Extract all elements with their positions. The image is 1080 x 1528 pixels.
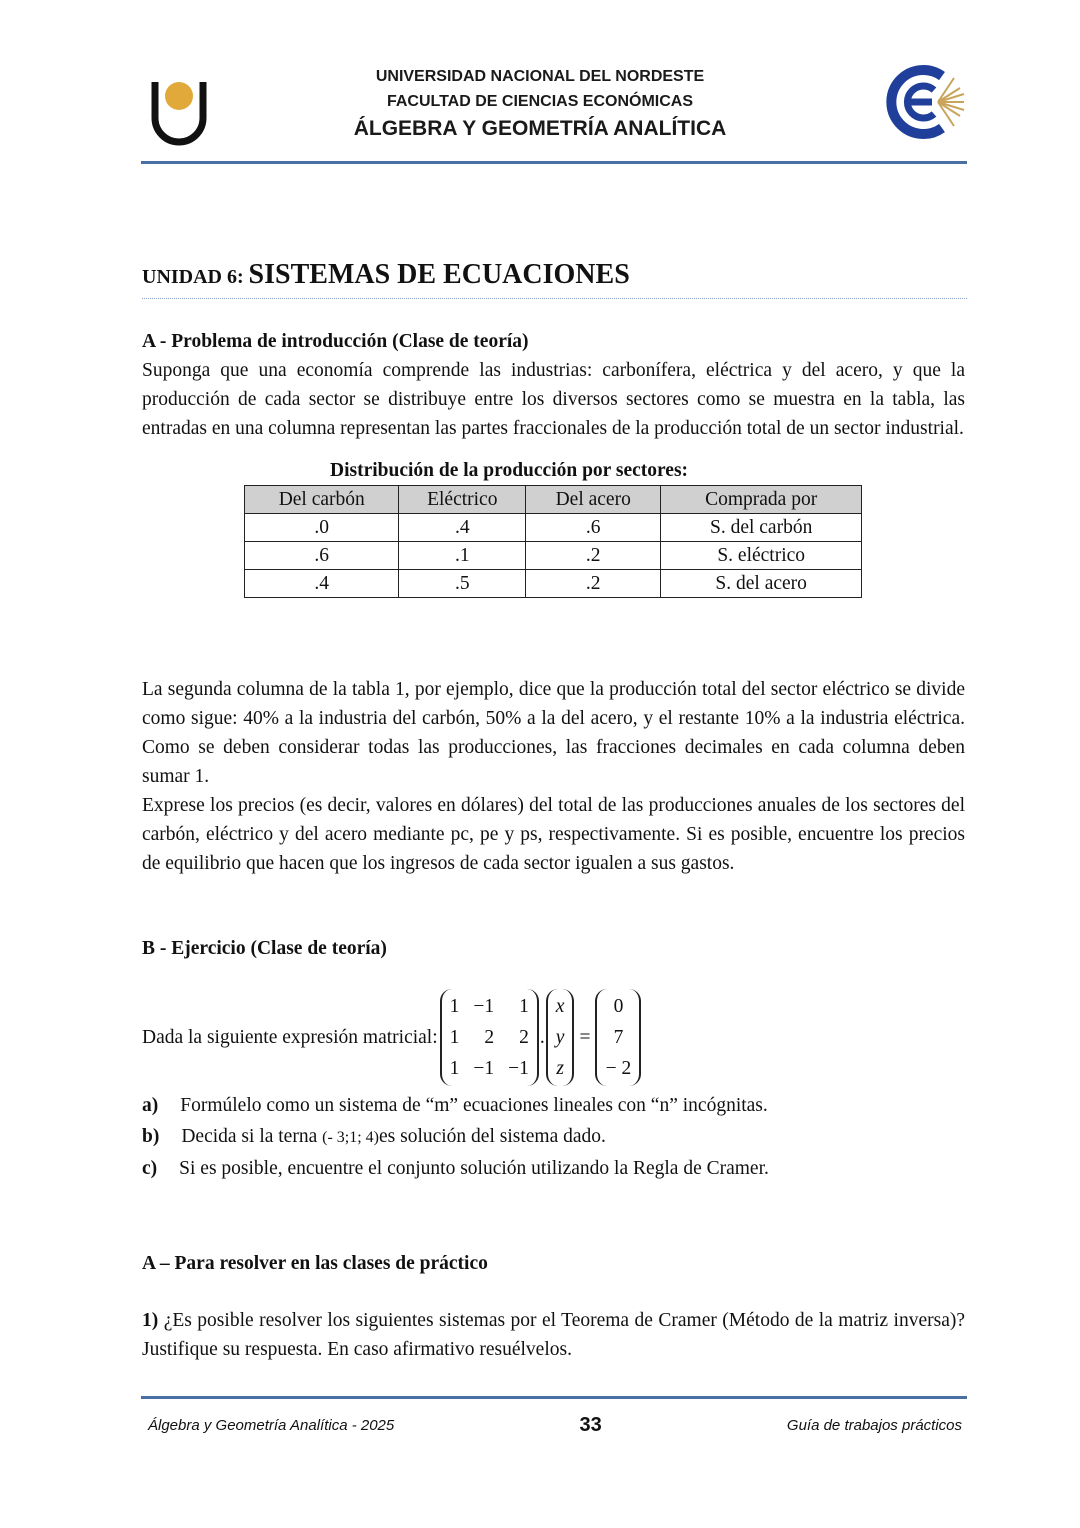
intro-paragraph: Suponga que una economía comprende las industrias: carbonífera, eléctrica y del acero, y que la producción de cada sector se distribuye entre los diversos sectores como se muestra en la tabla, las entradas en una columna representan las partes fraccionales de la producción total de un sector industrial. <box>142 360 965 439</box>
matrix-expression <box>142 989 965 1086</box>
section-a-body <box>142 675 965 878</box>
matrix-lead: Dada la siguiente expresión matricial: <box>142 1027 438 1048</box>
cell: S. del carbón <box>661 514 862 542</box>
item-text: Si es posible, encuentre el conjunto solución utilizando la Regla de Cramer. <box>179 1158 769 1179</box>
matrix-entry: 1 <box>519 996 529 1017</box>
section-a-heading: A - Problema de introducción (Clase de teoría) <box>142 331 529 352</box>
item-text: Formúlelo como un sistema de “m” ecuaciones lineales con “n” incógnitas. <box>180 1095 768 1116</box>
table-header-row <box>245 486 862 514</box>
matrix-entry: 2 <box>484 1027 495 1048</box>
rhs-entry: 7 <box>613 1027 624 1048</box>
variable-vector <box>546 989 575 1086</box>
page-header <box>0 64 1080 144</box>
table-title: Distribución de la producción por sectores: <box>330 460 689 481</box>
cell: .4 <box>399 514 526 542</box>
cell: .1 <box>399 542 526 570</box>
question-text: ¿Es posible resolver los siguientes sistemas por el Teorema de Cramer (Método de la matriz inversa)? Justifique su respuesta. En caso afirmativo resuélvelos. <box>142 1310 965 1360</box>
matrix-entry: 2 <box>519 1027 529 1048</box>
rhs-entry: − 2 <box>605 1058 632 1079</box>
matrix-entry: −1 <box>473 996 495 1017</box>
cell: .2 <box>526 570 661 598</box>
cell: .0 <box>245 514 399 542</box>
section-a <box>142 327 965 598</box>
terna: (- 3;1; 4) <box>322 1129 379 1146</box>
question-number: 1) <box>142 1310 159 1331</box>
item-label: b) <box>142 1126 160 1147</box>
matrix-entry: 1 <box>449 1027 460 1048</box>
table-row <box>245 570 862 598</box>
col-header: Del carbón <box>245 486 399 514</box>
footer-course: Álgebra y Geometría Analítica - 2025 <box>148 1417 395 1434</box>
variable: x <box>555 996 565 1017</box>
matrix-entry: −1 <box>508 1058 529 1079</box>
list-item <box>142 1153 965 1184</box>
item-label: a) <box>142 1095 159 1116</box>
section-b <box>142 934 965 1184</box>
dot-operator: . <box>539 1027 545 1048</box>
matrix-entry: 1 <box>449 1058 460 1079</box>
paragraph-2: La segunda columna de la tabla 1, por ejemplo, dice que la producción total del sector eléctrico se divide como sigue: 40% a la industria del carbón, 50% a la del acero, y el restante 10% a la industria eléctrica. Como se deben considerar todas las producciones, las fracciones decimales en cada columna deben sumar 1. <box>142 679 965 787</box>
section-b-heading: B - Ejercicio (Clase de teoría) <box>142 938 387 959</box>
cell: .2 <box>526 542 661 570</box>
practice-section <box>142 1249 965 1364</box>
col-header: Eléctrico <box>399 486 526 514</box>
unit-prefix: UNIDAD 6: <box>142 266 244 288</box>
list-item <box>142 1121 965 1153</box>
coefficient-matrix <box>440 989 539 1086</box>
unit-title <box>142 260 965 292</box>
cell: .6 <box>526 514 661 542</box>
question-1 <box>142 1306 965 1364</box>
footer-rule <box>141 1396 967 1399</box>
rhs-entry: 0 <box>613 996 624 1017</box>
practice-heading: A – Para resolver en las clases de práctico <box>142 1253 488 1274</box>
cell: .4 <box>245 570 399 598</box>
list-item <box>142 1090 965 1121</box>
cell: .5 <box>399 570 526 598</box>
table-row <box>245 514 862 542</box>
unit-name: SISTEMAS DE ECUACIONES <box>248 259 630 290</box>
footer-guide: Guía de trabajos prácticos <box>786 1417 962 1434</box>
matrix-entry: 1 <box>449 996 460 1017</box>
item-label: c) <box>142 1158 158 1179</box>
col-header: Del acero <box>526 486 661 514</box>
page-number: 33 <box>579 1414 602 1436</box>
title-underline <box>142 298 967 299</box>
cell: S. del acero <box>661 570 862 598</box>
variable: y <box>555 1027 565 1048</box>
exercise-items <box>142 1090 965 1184</box>
page-footer <box>148 1414 962 1437</box>
faculty-name: FACULTAD DE CIENCIAS ECONÓMICAS <box>386 93 694 110</box>
paragraph-3: Exprese los precios (es decir, valores en dólares) del total de las producciones anuales de los sectores del carbón, eléctrico y del acero mediante pc, pe y ps, respectivamente. Si es posible, encuentre los precios de equilibrio que hacen que los ingresos de cada sector igualen a sus gastos. <box>142 795 965 874</box>
col-header: Comprada por <box>661 486 862 514</box>
distribution-table <box>244 485 862 598</box>
matrix-entry: −1 <box>473 1058 495 1079</box>
cell: S. eléctrico <box>661 542 862 570</box>
rhs-vector <box>595 989 641 1086</box>
variable: z <box>556 1058 564 1079</box>
university-name: UNIVERSIDAD NACIONAL DEL NORDESTE <box>375 68 705 85</box>
item-text: es solución del sistema dado. <box>378 1126 606 1147</box>
course-title: ÁLGEBRA Y GEOMETRÍA ANALÍTICA <box>353 117 727 140</box>
cell: .6 <box>245 542 399 570</box>
item-text: Decida si la terna <box>181 1126 318 1147</box>
table-row <box>245 542 862 570</box>
header-rule <box>141 161 967 164</box>
equals-sign: = <box>579 1027 591 1048</box>
